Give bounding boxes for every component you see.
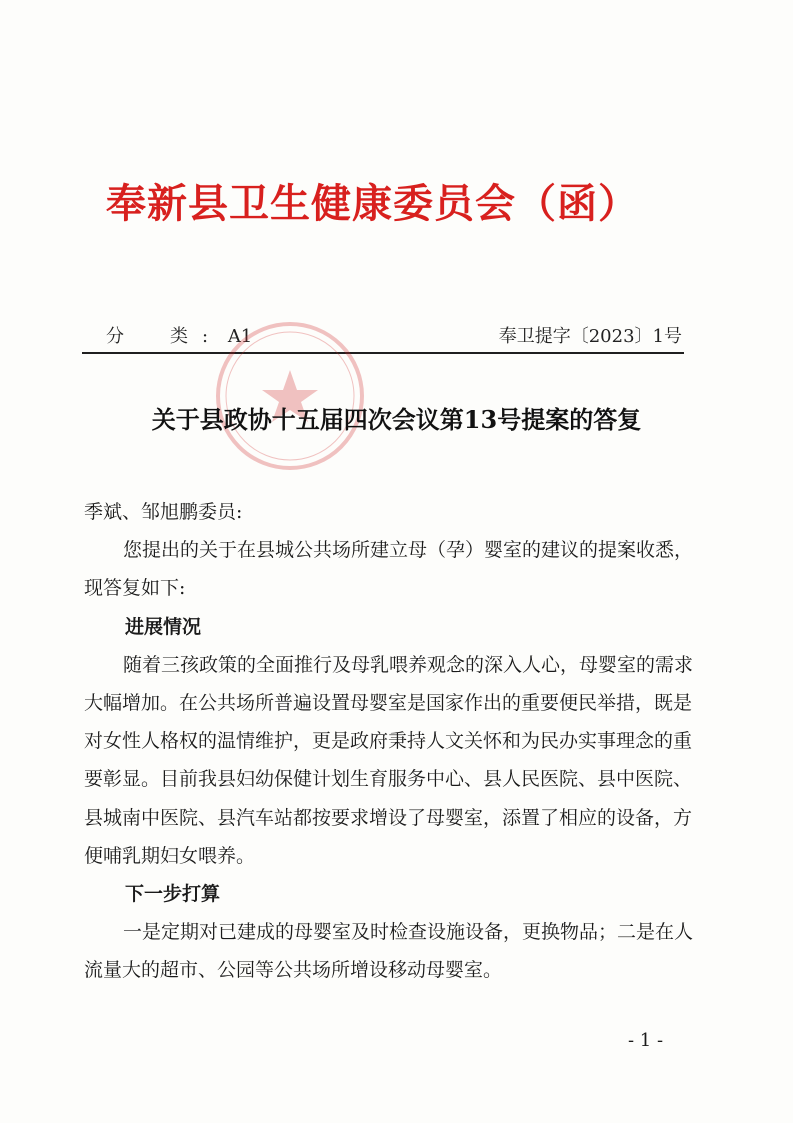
category-value: A1 — [227, 326, 253, 347]
section-heading-progress: 进展情况 — [125, 615, 202, 638]
intro-paragraph: 您提出的关于在县城公共场所建立母（孕）婴室的建议的提案收悉，现答复如下: — [84, 539, 694, 600]
official-seal-icon — [212, 318, 368, 474]
category-label: 分 类: — [106, 326, 223, 347]
progress-paragraph: 随着三孩政策的全面推行及母乳喂养观念的深入人心，母婴室的需求大幅增加。在公共场所普遍设置母婴室是国家作出的重要便民举措，既是对女性人格权的温情维护，更是政府秉持人文关怀和为民办实事理念的重要彰显。目前我县妇幼保健计划生育服务中心、县人民医院、县中医院、县城南中医院、县汽车站都按要求增设了母婴室，添置了相应的设备，方便哺乳期妇女喂养。 — [84, 653, 694, 867]
document-meta-row — [82, 322, 682, 352]
issuing-organization-header: 奉新县卫生健康委员会（函） — [106, 181, 639, 227]
document-title: 关于县政协十五届四次会议第13号提案的答复 — [151, 405, 642, 434]
page-number: - 1 - — [628, 1030, 664, 1051]
salutation: 季斌、邹旭鹏委员: — [84, 501, 243, 523]
header-divider — [82, 352, 684, 354]
document-body — [84, 493, 694, 990]
section-heading-next-steps: 下一步打算 — [125, 883, 221, 906]
next-steps-paragraph: 一是定期对已建成的母婴室及时检查设施设备，更换物品；二是在人流量大的超市、公园等公共场所增设移动母婴室。 — [84, 921, 694, 982]
document-number: 奉卫提字〔2023〕1号 — [498, 326, 682, 347]
bleed-through-mark — [380, 92, 395, 113]
